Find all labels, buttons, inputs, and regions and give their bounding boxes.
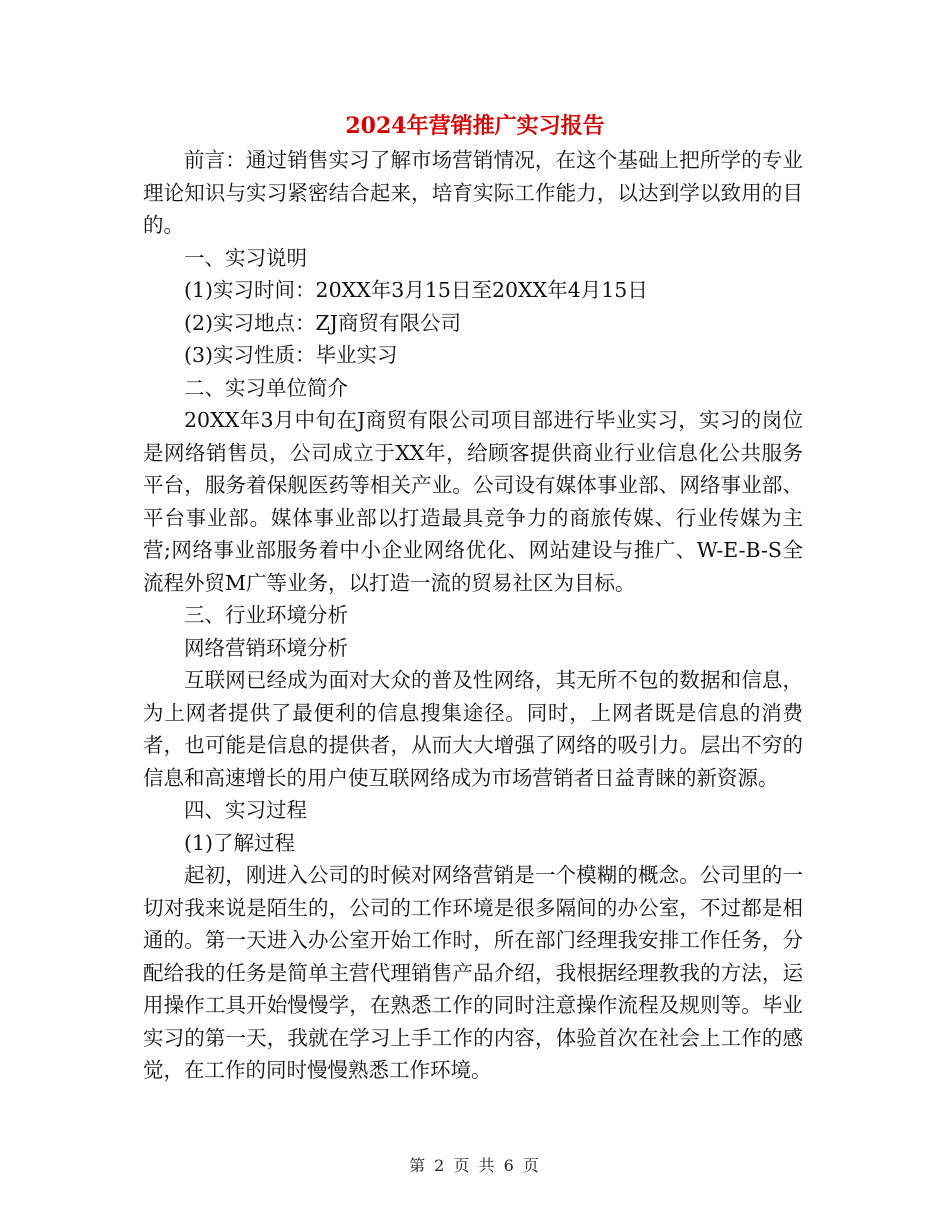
- document-title: 2024年营销推广实习报告: [345, 113, 605, 139]
- heading-section-3: 三、行业环境分析: [184, 603, 348, 627]
- paragraph-internship-nature: (3)实习性质：毕业实习: [184, 343, 398, 367]
- heading-section-1: 一、实习说明: [184, 245, 307, 270]
- page-number-footer: 第 2 页 共 6 页: [409, 1156, 541, 1175]
- heading-section-2: 二、实习单位简介: [184, 375, 348, 400]
- paragraph-process-detail: 起初，刚进入公司的时候对网络营销是一个模糊的概念。公司里的一切对我来说是陌生的，公司的工作环境是很多隔间的办公室，不过都是相通的。第一天进入办公室开始工作时，所在部门经理我安排工作任务，分配给我的任务是简单主营代理销售产品介绍，我根据经理教我的方法，运用操作工具开始慢慢学，在熟悉工作的同时注意操作流程及规则等。毕业实习的第一天，我就在学习上手工作的内容，体验首次在社会上工作的感觉，在工作的同时慢慢熟悉工作环境。: [143, 863, 803, 1082]
- paragraph-preface: 前言：通过销售实习了解市场营销情况，在这个基础上把所学的专业理论知识与实习紧密结合起来，培育实际工作能力，以达到学以致用的目的。: [143, 148, 803, 237]
- paragraph-company-intro: 20XX年3月中旬在J商贸有限公司项目部进行毕业实习，实习的岗位是网络销售员，公司成立于XX年，给顾客提供商业行业信息化公共服务平台，服务着保舰医药等相关产业。公司设有媒体事业部、网络事业部、平台事业部。媒体事业部以打造最具竞争力的商旅传媒、行业传媒为主营;网络事业部服务着中小企业网络优化、网站建设与推广、W-E-B-S全流程外贸M广等业务，以打造一流的贸易社区为目标。: [143, 408, 803, 595]
- paragraph-internship-time: (1)实习时间：20XX年3月15日至20XX年4月15日: [184, 278, 648, 302]
- paragraph-internet-analysis: 互联网已经成为面对大众的普及性网络，其无所不包的数据和信息，为上网者提供了最便利的信息搜集途径。同时，上网者既是信息的消费者，也可能是信息的提供者，从而大大增强了网络的吸引力。层出不穷的信息和高速增长的用户使互联网络成为市场营销者日益青睐的新资源。: [143, 668, 803, 790]
- document-body: [143, 144, 803, 1087]
- heading-section-4: 四、实习过程: [184, 798, 307, 822]
- paragraph-internship-location: (2)实习地点：ZJ商贸有限公司: [184, 310, 461, 335]
- subheading-understanding-process: (1)了解过程: [184, 830, 296, 855]
- subheading-network-marketing: 网络营销环境分析: [184, 635, 348, 660]
